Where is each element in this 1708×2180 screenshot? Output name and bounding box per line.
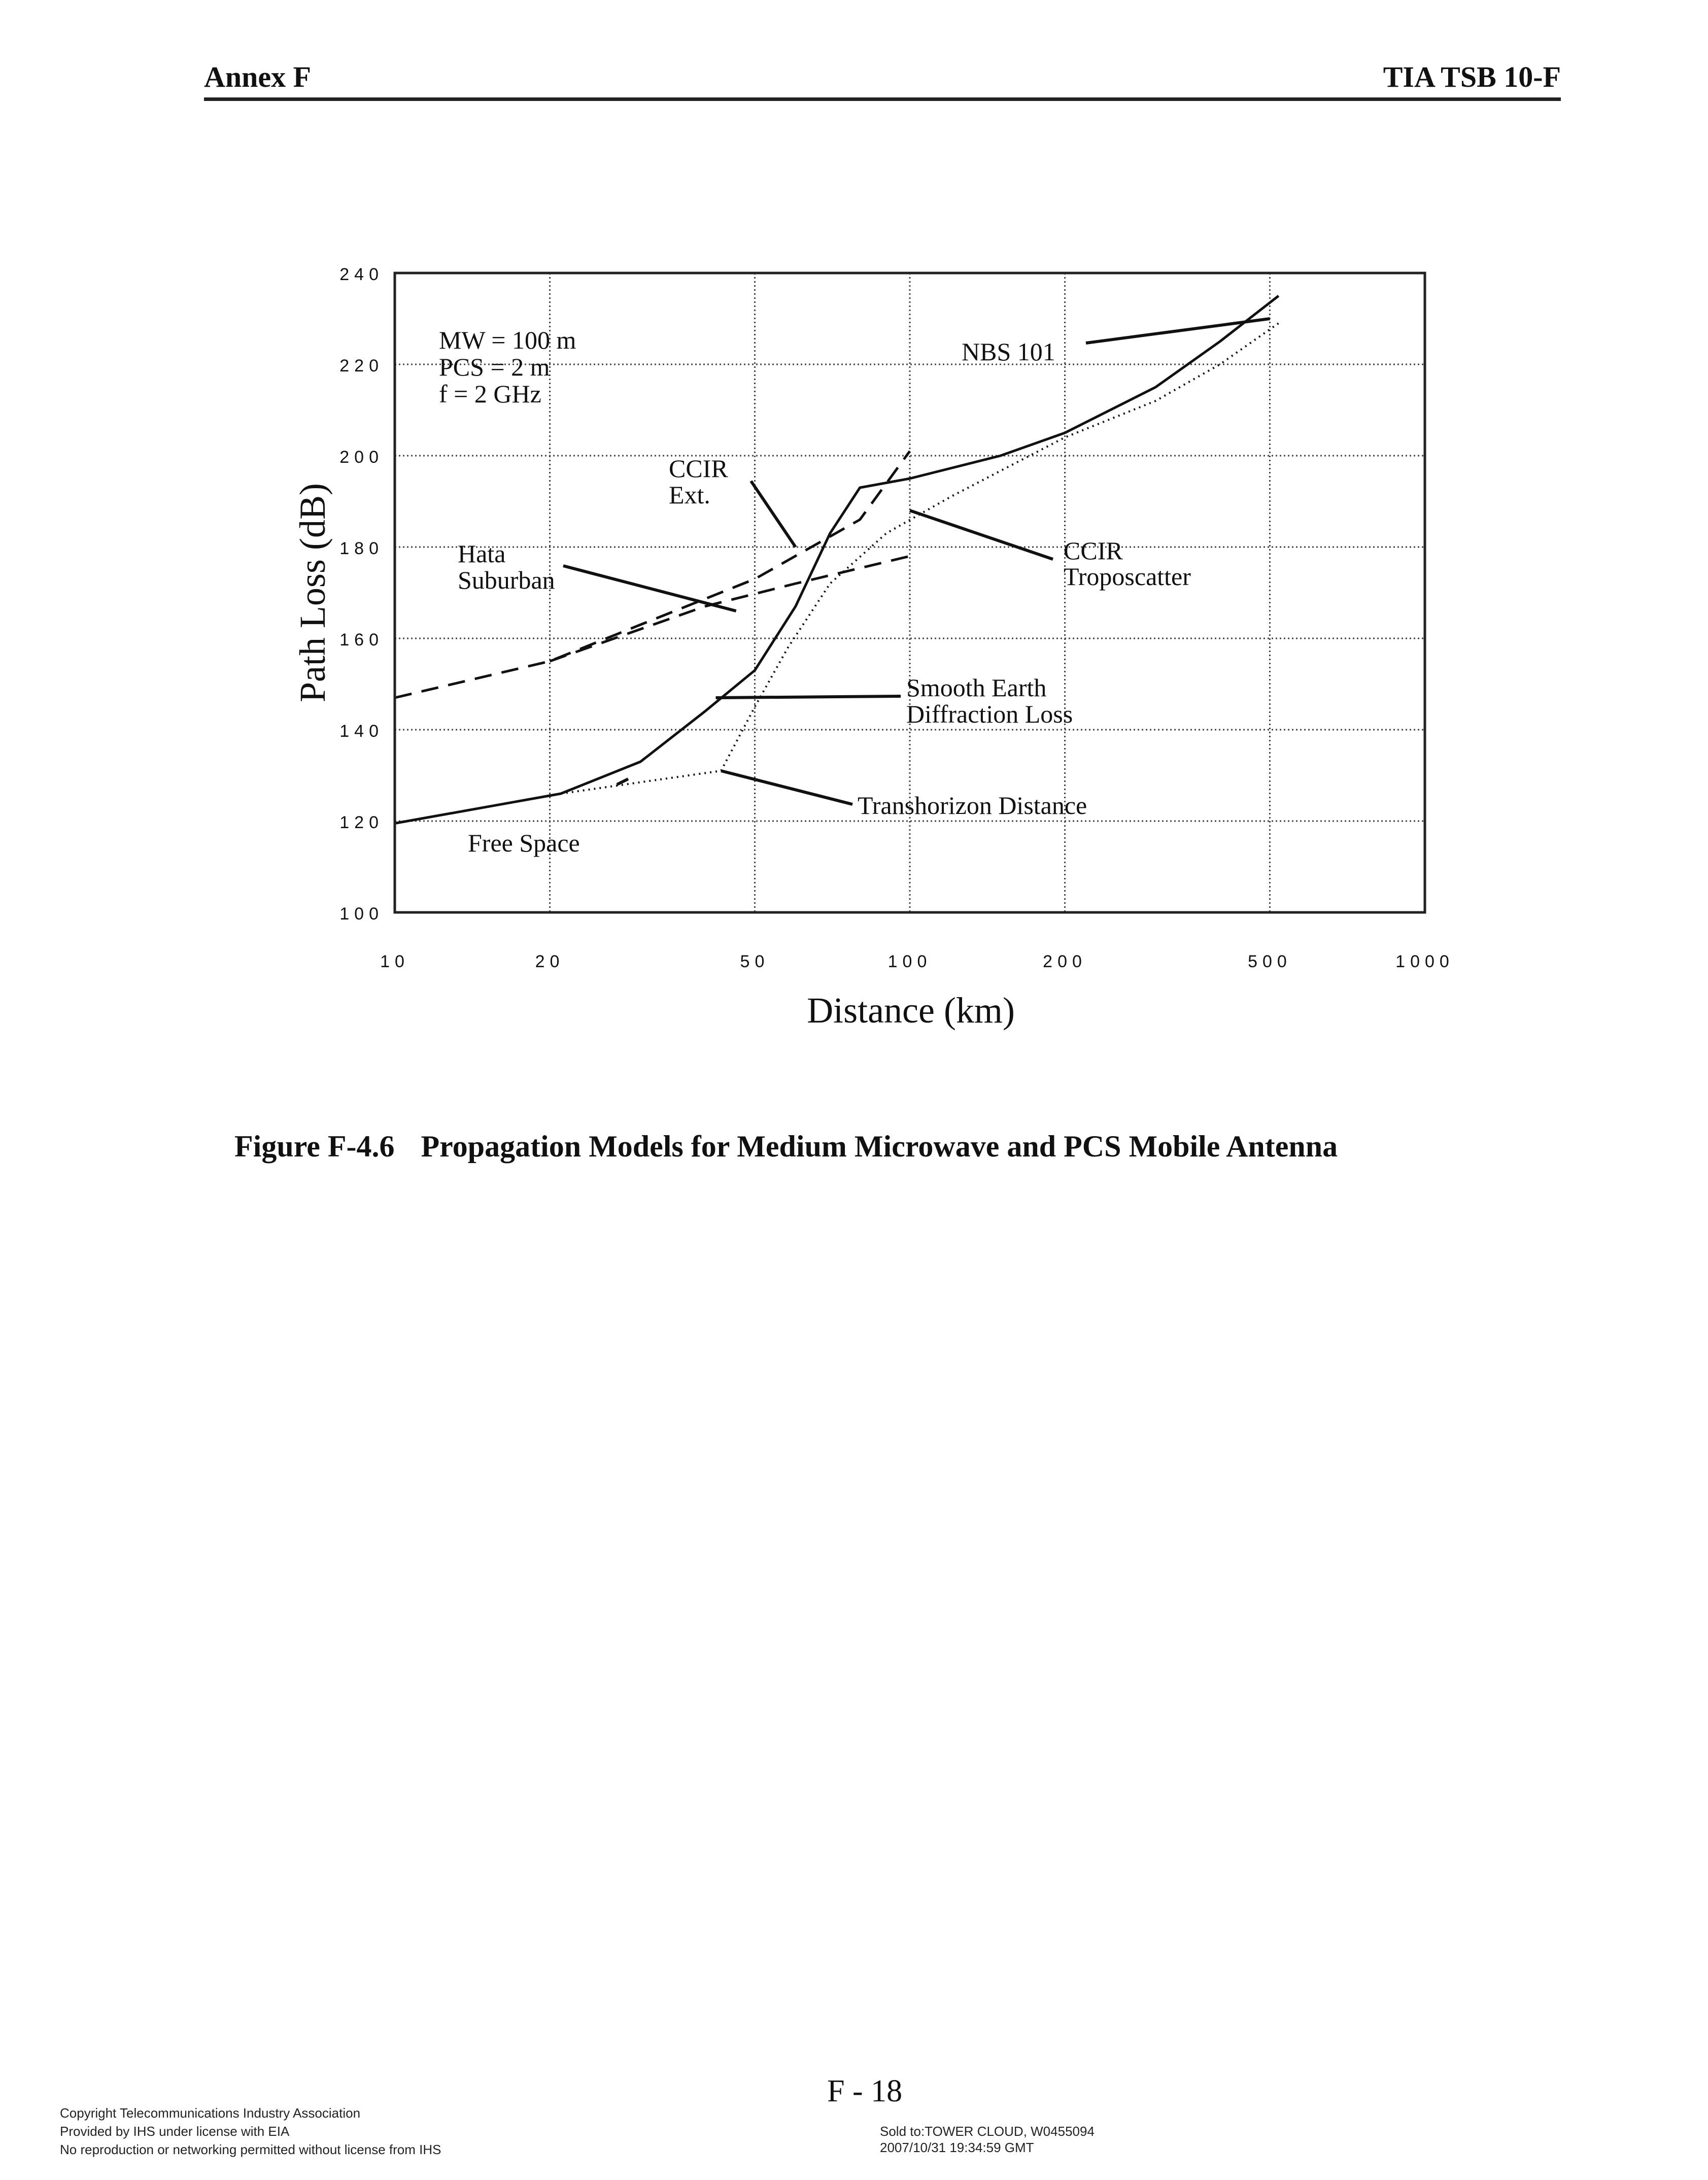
params-line-1: MW = 100 m xyxy=(439,326,576,354)
figure-number: Figure F-4.6 xyxy=(234,1130,395,1163)
figure-title: Propagation Models for Medium Microwave and PCS Mobile Antenna xyxy=(421,1130,1338,1163)
leader-line xyxy=(910,510,1053,559)
annotations xyxy=(458,337,1191,857)
sold-line: Sold to:TOWER CLOUD, W0455094 xyxy=(880,2124,1095,2139)
copyright-line: Copyright Telecommunications Industry Association xyxy=(60,2105,361,2121)
x-tick-label: 1000 xyxy=(1395,952,1454,971)
x-tick-label: 100 xyxy=(887,952,932,971)
y-axis-label: Path Loss (dB) xyxy=(292,483,333,702)
params-line-2: PCS = 2 m xyxy=(439,353,550,381)
label-free-space: Free Space xyxy=(468,829,580,857)
label-ccir-ext-2: Ext. xyxy=(669,481,710,509)
label-smooth-earth-1: Smooth Earth xyxy=(906,673,1047,702)
sold-to-notice xyxy=(880,2123,1095,2156)
label-nbs101: NBS 101 xyxy=(962,337,1055,366)
leader-line xyxy=(1086,319,1270,343)
y-tick-label: 100 xyxy=(339,904,384,924)
leader-lines xyxy=(563,319,1270,804)
figure-caption xyxy=(234,1129,1338,1164)
y-tick-label: 220 xyxy=(339,356,384,376)
x-tick-label: 50 xyxy=(740,952,770,971)
sold-line: 2007/10/31 19:34:59 GMT xyxy=(880,2140,1034,2155)
params-line-3: f = 2 GHz xyxy=(439,380,541,408)
header-left: Annex F xyxy=(204,60,312,93)
copyright-notice xyxy=(60,2104,441,2159)
label-ccir-ext-1: CCIR xyxy=(669,454,728,483)
copyright-line: No reproduction or networking permitted without license from IHS xyxy=(60,2142,441,2157)
x-tick-label: 200 xyxy=(1043,952,1087,971)
header-right: TIA TSB 10-F xyxy=(1383,60,1561,93)
page-number: F - 18 xyxy=(827,2074,903,2108)
params-box xyxy=(439,326,576,408)
label-hata-1: Hata xyxy=(458,539,506,568)
leader-line xyxy=(751,481,796,547)
leader-line xyxy=(716,696,901,698)
x-tick-label: 20 xyxy=(535,952,565,971)
y-tick-label: 200 xyxy=(339,448,384,467)
leader-line xyxy=(617,779,628,785)
chart xyxy=(0,0,1708,1066)
x-tick-label: 10 xyxy=(380,952,409,971)
x-tick-label: 500 xyxy=(1248,952,1292,971)
leader-line xyxy=(563,566,736,611)
label-transhorizon: Transhorizon Distance xyxy=(858,791,1087,820)
copyright-line: Provided by IHS under license with EIA xyxy=(60,2124,290,2139)
label-smooth-earth-2: Diffraction Loss xyxy=(906,700,1073,728)
y-tick-label: 240 xyxy=(339,265,384,284)
leader-line xyxy=(721,771,852,804)
y-tick-label: 180 xyxy=(339,539,384,558)
y-tick-label: 120 xyxy=(339,813,384,832)
y-tick-label: 140 xyxy=(339,722,384,741)
label-ccir-tropo-1: CCIR xyxy=(1064,536,1123,565)
x-axis-label: Distance (km) xyxy=(807,990,1015,1031)
label-ccir-tropo-2: Troposcatter xyxy=(1064,562,1191,591)
y-tick-label: 160 xyxy=(339,630,384,650)
label-hata-2: Suburban xyxy=(458,566,555,594)
